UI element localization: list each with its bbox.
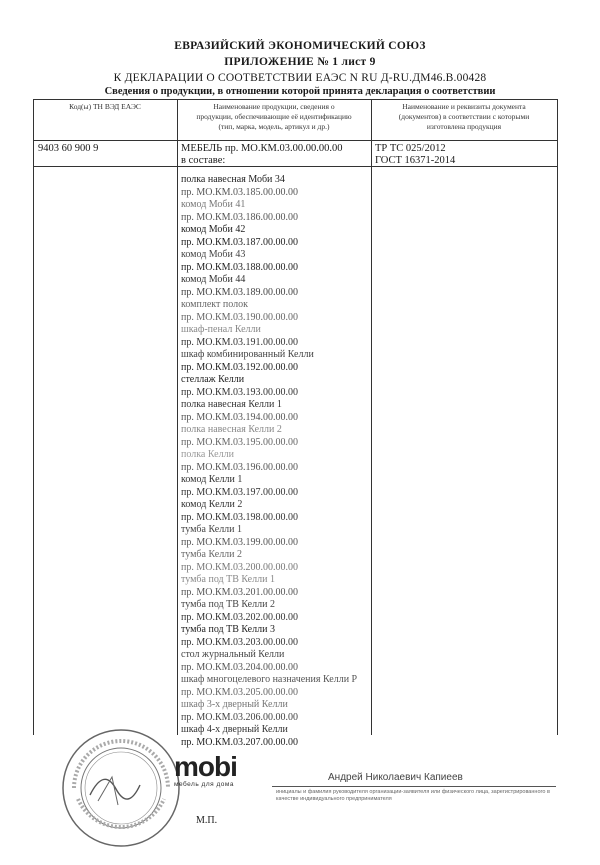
product-item: пр. МО.КМ.03.198.00.00.00 xyxy=(181,511,299,523)
product-item: пр. МО.КМ.03.200.00.00.00 xyxy=(181,561,299,573)
product-composition-label: в составе: xyxy=(181,155,226,166)
product-item: пр. МО.КМ.03.205.00.00.00 xyxy=(181,686,299,698)
product-item: шкаф-пенал Келли xyxy=(181,324,261,335)
doc-gost: ГОСТ 16371-2014 xyxy=(375,155,456,166)
product-item: пр. МО.КМ.03.190.00.00.00 xyxy=(181,311,299,323)
product-item: пр. МО.КМ.03.196.00.00.00 xyxy=(181,461,299,473)
col-header-product-line2: продукции, обеспечивающие её идентификацию xyxy=(196,112,352,121)
signer-name: Андрей Николаевич Капиеев xyxy=(328,772,463,783)
product-item: комод Келли 1 xyxy=(181,474,243,485)
product-item: пр. МО.КМ.03.185.00.00.00 xyxy=(181,186,299,198)
product-item: пр. МО.КМ.03.193.00.00.00 xyxy=(181,386,299,398)
product-item: пр. МО.КМ.03.197.00.00.00 xyxy=(181,486,299,498)
union-title: ЕВРАЗИЙСКИЙ ЭКОНОМИЧЕСКИЙ СОЮЗ xyxy=(174,40,426,52)
product-item: пр. МО.КМ.03.203.00.00.00 xyxy=(181,636,299,648)
product-item: тумба Келли 2 xyxy=(181,549,243,560)
product-item: шкаф многоцелевого назначения Келли Р xyxy=(181,674,358,685)
product-name: МЕБЕЛЬ пр. МО.КМ.03.00.00.00.00 xyxy=(181,143,343,154)
product-item: пр. МО.КМ.03.201.00.00.00 xyxy=(181,586,299,598)
product-item: полка Келли xyxy=(181,449,234,460)
col-header-product-line3: (тип, марка, модель, артикул и др.) xyxy=(218,122,330,131)
product-item: пр. МО.КМ.03.195.00.00.00 xyxy=(181,436,299,448)
product-item: комплект полок xyxy=(181,299,248,310)
product-item: комод Моби 41 xyxy=(181,199,246,210)
col-header-docs-line1: Наименование и реквизиты документа xyxy=(402,102,526,111)
product-item: тумба под ТВ Келли 2 xyxy=(181,599,275,610)
product-item: комод Моби 43 xyxy=(181,249,246,260)
signature-caption: инициалы и фамилия руководителя организации-заявителя или физического лица, зарегистрированного в качестве индивидуального предпринимателя xyxy=(276,789,550,802)
product-item: пр. МО.КМ.03.189.00.00.00 xyxy=(181,286,299,298)
signature-line xyxy=(272,786,556,787)
logo-text: mobi xyxy=(174,751,237,782)
col-header-product xyxy=(177,102,371,132)
product-item: стеллаж Келли xyxy=(181,374,245,385)
product-item: стол журнальный Келли xyxy=(181,649,285,660)
product-item: пр. МО.КМ.03.191.00.00.00 xyxy=(181,336,299,348)
product-item: шкаф 4-х дверный Келли xyxy=(181,724,288,735)
product-item: пр. МО.КМ.03.192.00.00.00 xyxy=(181,361,299,373)
hs-code: 9403 60 900 9 xyxy=(38,143,99,154)
product-item: пр. МО.КМ.03.206.00.00.00 xyxy=(181,711,299,723)
product-item: комод Келли 2 xyxy=(181,499,243,510)
product-item: пр. МО.КМ.03.186.00.00.00 xyxy=(181,211,299,223)
product-item: пр. МО.КМ.03.199.00.00.00 xyxy=(181,536,299,548)
product-item-list xyxy=(181,174,381,749)
appendix-title: ПРИЛОЖЕНИЕ № 1 лист 9 xyxy=(224,56,376,68)
product-item: полка навесная Келли 2 xyxy=(181,424,282,435)
product-item: комод Моби 42 xyxy=(181,224,246,235)
product-item: комод Моби 44 xyxy=(181,274,246,285)
product-item: пр. МО.КМ.03.194.00.00.00 xyxy=(181,411,299,423)
col-header-docs xyxy=(371,102,557,132)
col-header-docs-line3: изготовлена продукция xyxy=(426,122,502,131)
product-item: тумба под ТВ Келли 1 xyxy=(181,574,275,585)
mobi-logo xyxy=(174,753,237,788)
product-item: пр. МО.КМ.03.204.00.00.00 xyxy=(181,661,299,673)
product-item: тумба Келли 1 xyxy=(181,524,243,535)
product-item: полка навесная Моби 34 xyxy=(181,174,285,185)
stamp-place-label: М.П. xyxy=(196,815,218,826)
product-item: тумба под ТВ Келли 3 xyxy=(181,624,275,635)
product-info-caption: Сведения о продукции, в отношении которой принята декларация о соответствии xyxy=(104,86,496,97)
col-header-docs-line2: (документов) в соответствии с которыми xyxy=(398,112,530,121)
company-seal xyxy=(60,727,182,849)
product-item: полка навесная Келли 1 xyxy=(181,399,282,410)
col-header-product-line1: Наименование продукции, сведения о xyxy=(213,102,335,111)
logo-subtitle: мебель для дома xyxy=(174,781,234,788)
doc-tr-ts: ТР ТС 025/2012 xyxy=(375,143,446,154)
product-item: пр. МО.КМ.03.202.00.00.00 xyxy=(181,611,299,623)
product-item: пр. МО.КМ.03.207.00.00.00 xyxy=(181,736,299,748)
product-item: шкаф 3-х дверный Келли xyxy=(181,699,288,710)
declaration-number: К ДЕКЛАРАЦИИ О СООТВЕТСТВИИ ЕАЭС N RU Д-RU.ДМ46.В.00428 xyxy=(113,72,487,84)
product-item: шкаф комбинированный Келли xyxy=(181,349,314,360)
product-item: пр. МО.КМ.03.187.00.00.00 xyxy=(181,236,299,248)
product-item: пр. МО.КМ.03.188.00.00.00 xyxy=(181,261,299,273)
col-header-code: Код(ы) ТН ВЭД ЕАЭС xyxy=(69,102,141,111)
